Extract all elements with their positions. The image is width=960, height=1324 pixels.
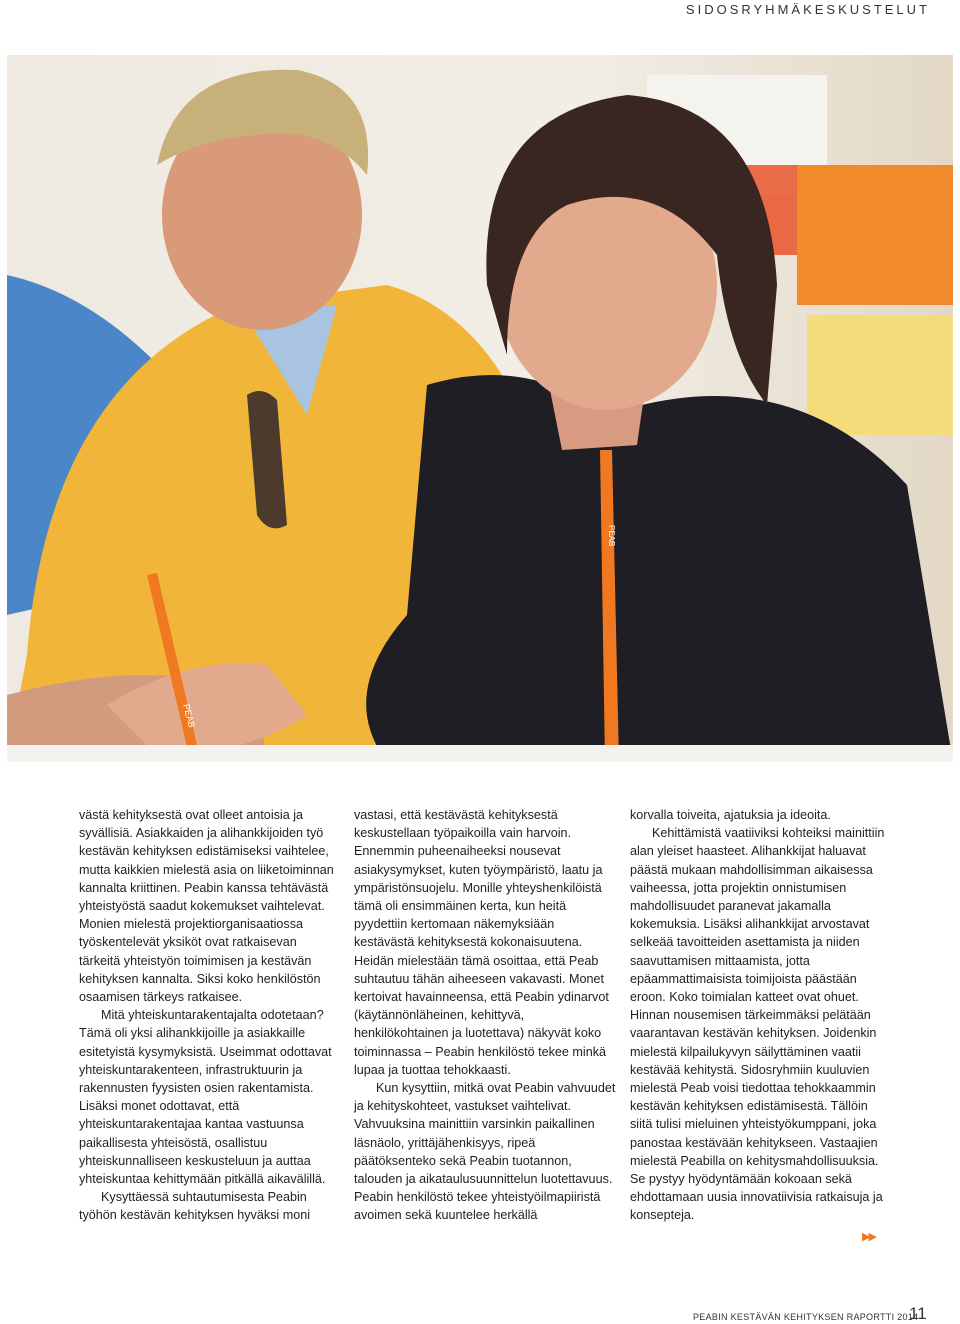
text-column-1: [79, 806, 341, 1225]
paragraph: korvalla toiveita, ajatuksia ja ideoita.: [630, 808, 831, 822]
text-column-3: [630, 806, 892, 1225]
paragraph: vastasi, että kestävästä kehityksestä keskustellaan työpaikoilla vain harvoin. Ennemmin puheenaiheeksi nousevat asiakysymykset, kuten työympäristö, laatu ja ympäristönsuojelu. Monille yhteyshenkilöistä tämä oli ensimmäinen kerta, kun heitä pyydettiin kertomaan näkemyksiään kestävästä kehityksestä kokonaisuutena. Heidän mielestään tämä osoittaa, että Peab suhtautuu tähän aiheeseen vakavasti. Monet kertoivat havainneensa, että Peabin ydinarvot (käytännönläheinen, kehittyvä, henkilökohtainen ja luotettava) näkyvät koko toiminnassa – Peabin henkilöstö tekee minkä lupaa ja tuottaa tehokkaasti.: [354, 808, 609, 1077]
paragraph: västä kehityksestä ovat olleet antoisia ja syvällisiä. Asiakkaiden ja alihankkijoiden työ kestävän kehityksen edistämiseksi vaihtelee, mutta kaikkien mielestä asia on liiketoiminnan kannalta kriittinen. Peabin kanssa tehtävästä yhteistyöstä saadut kokemukset vaihtelevat. Monien mielestä projektiorganisaatiossa työskentelevät yksiköt ovat ratkaisevan tärkeitä yhteistyön toimimisen ja kestävän kehityksen kannalta. Siksi koko henkilöstön osaamisen tärkeys ratkaisee.: [79, 808, 334, 1005]
footer-report-title: PEABIN KESTÄVÄN KEHITYKSEN RAPORTTI 2014: [693, 1312, 919, 1322]
section-label: SIDOSRYHMÄKESKUSTELUT: [685, 2, 930, 17]
paragraph: Kehittämistä vaatiiviksi kohteiksi mainittiin alan yleiset haasteet. Alihankkijat haluavat päästä mukaan mahdollisimman aikaisessa vaiheessa, jotta projektin onnistumisen mahdollisuudet paranevat jakamalla kokemuksia. Lisäksi alihankkijat arvostavat selkeää tavoitteiden asettamista ja niiden saavuttamisen mittaamista, jotta epäammattimaisista toimijoista päästään eroon. Koko toimialan katteet ovat ohuet. Hinnan nousemisen tärkeimmäksi pelätään vaarantavan kestävän kehityksen. Joidenkin mielestä kilpailukyvyn säilyttäminen vaatii kestävää kehitystä. Sidosryhmiin kuuluvien mielestä Peab voisi tiedottaa tehokkaammin kestävän kehityksen edistämisestä. Tällöin siitä tulisi mieluinen yhteistyökumppani, joka panostaa kestävään kehitykseen. Vastaajien mielestä Peabilla on kehitysmahdollisuuksia. Se pystyy hyödyntämään kokoaan sekä ehdottamaan uusia innovatiivisia ratkaisuja ja konsepteja.: [630, 826, 885, 1223]
text-column-2: [354, 806, 616, 1225]
paragraph: Mitä yhteiskuntarakentajalta odotetaan? Tämä oli yksi alihankkijoille ja asiakkaille esitetyistä kysymyksistä. Useimmat odottavat yhteiskuntarakenteen, infrastruktuurin ja rakennusten fyysisten osien rakentamista. Lisäksi monet odottavat, että yhteiskuntarakentajaa kantaa vastuunsa paikallisesta yhteisöstä, osallistuu yhteiskunnalliseen keskusteluun ja auttaa yhteiskuntaa kehittymään pitkällä aikavälillä.: [79, 1008, 332, 1187]
paragraph: Kun kysyttiin, mitkä ovat Peabin vahvuudet ja kehityskohteet, vastukset vaihtelivat. Vahvuuksina mainittiin varsinkin paikallinen läsnäolo, yrittäjähenkisyys, ripeä päätöksenteko sekä Peabin tuotannon, talouden ja aikataulusuunnittelun luotettavuus. Peabin henkilöstö tekee yhteistyöilmapiiristä avoimen sekä kuuntelee herkällä: [354, 1081, 616, 1223]
page-number: 11: [909, 1304, 927, 1323]
lanyard-label: PEAB: [607, 525, 616, 547]
pen-label: PEAB: [181, 702, 197, 729]
photo-meeting-people-icon: [7, 55, 953, 762]
paragraph: Kysyttäessä suhtautumisesta Peabin työhön kestävän kehityksen hyväksi moni: [79, 1190, 311, 1223]
continue-arrow-icon: ▶▶: [862, 1231, 875, 1243]
